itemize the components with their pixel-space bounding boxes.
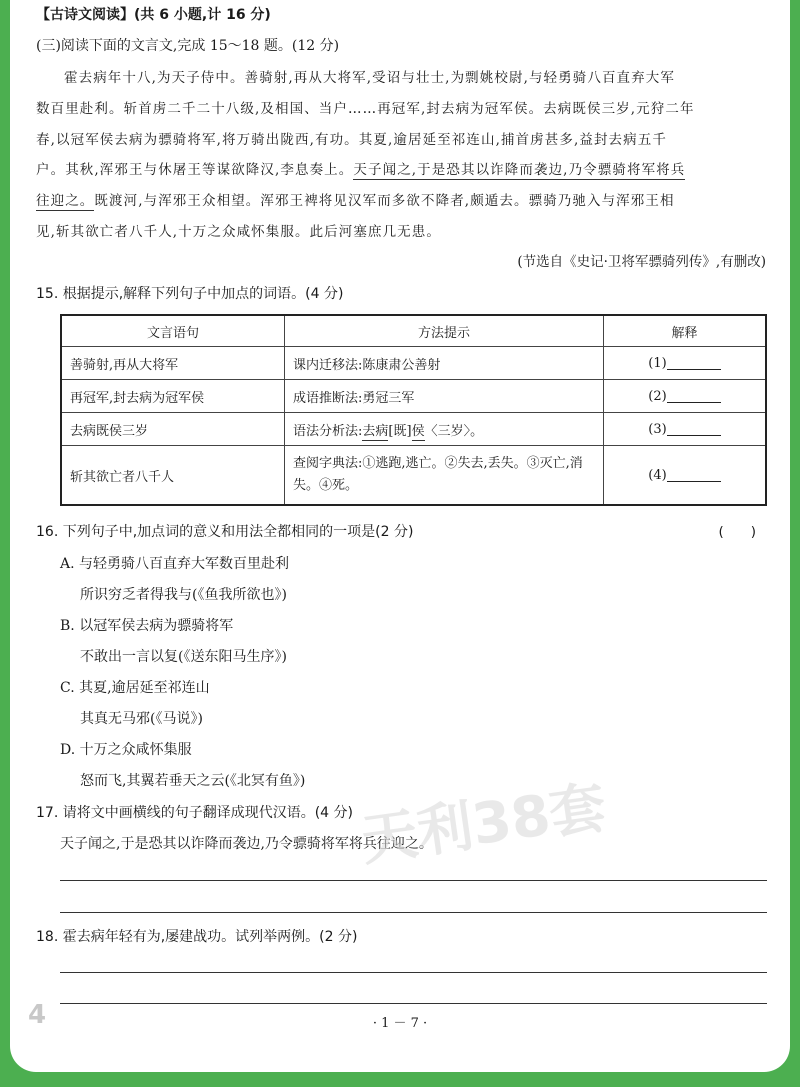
col-header-hint: 方法提示 xyxy=(285,315,604,347)
answer-number: (3) xyxy=(648,421,667,437)
answer-cell xyxy=(604,446,767,506)
passage-intro: (三)阅读下面的文言文,完成 15～18 题。(12 分) xyxy=(36,38,340,54)
row-hint: 成语推断法:勇冠三军 xyxy=(285,380,604,413)
answer-cell xyxy=(604,413,767,446)
option-d-line2: 怒而飞,其翼若垂天之云(《北冥有鱼》) xyxy=(80,773,306,789)
row-hint xyxy=(285,413,604,446)
col-header-sentence: 文言语句 xyxy=(61,315,285,347)
q16-answer-paren[interactable]: ( ) xyxy=(718,524,756,540)
hint-prefix: 语法分析法: xyxy=(293,423,363,439)
passage-line-6: 见,斩其欲亡者八千人,十万之众咸怀集服。此后河塞庶几无患。 xyxy=(36,224,441,240)
answer-line[interactable] xyxy=(60,880,767,881)
underlined-sentence-end: 往迎之。 xyxy=(36,193,95,209)
footer-page-indicator: · 1 － 7 · xyxy=(372,1016,428,1031)
q17-stem: 17. 请将文中画横线的句子翻译成现代汉语。(4 分) xyxy=(36,805,353,821)
option-b-line1: B. 以冠军侯去病为骠骑将军 xyxy=(60,618,234,634)
passage-line-2: 数百里赴利。斩首虏二千二十八级,及相国、当户……再冠军,封去病为冠军侯。去病既侯三岁,元狩二年 xyxy=(36,101,695,117)
q18-stem: 18. 霍去病年轻有为,屡建战功。试列举两例。(2 分) xyxy=(36,929,358,945)
passage-text: 既渡河,与浑邪王众相望。浑邪王裨将见汉军而多欲不降者,颇遁去。骠骑乃驰入与浑邪王相 xyxy=(94,193,675,209)
table-row xyxy=(61,413,766,446)
answer-number: (1) xyxy=(648,355,667,371)
exam-page xyxy=(10,0,790,1072)
q15-stem: 15. 根据提示,解释下列句子中加点的词语。(4 分) xyxy=(36,286,344,302)
passage-line-3: 春,以冠军侯去病为骠骑将军,将万骑出陇西,有功。其夏,逾居延至祁连山,捕首虏甚多,益封去病五千 xyxy=(36,132,667,148)
hint-predicate: 侯 xyxy=(411,423,425,439)
answer-blank[interactable] xyxy=(667,423,721,436)
table-row xyxy=(61,380,766,413)
section-title: 【古诗文阅读】(共 6 小题,计 16 分) xyxy=(36,7,271,23)
row-sentence: 善骑射,再从大将军 xyxy=(61,347,285,380)
q17-sentence: 天子闻之,于是恐其以诈降而袭边,乃令骠骑将军将兵往迎之。 xyxy=(60,836,433,852)
passage-line-1: 霍去病年十八,为天子侍中。善骑射,再从大将军,受诏与壮士,为剽姚校尉,与轻勇骑八百直弃大军 xyxy=(64,70,675,86)
answer-number: (4) xyxy=(648,467,667,483)
option-c-line1: C. 其夏,逾居延至祁连山 xyxy=(60,680,210,696)
row-hint: 课内迁移法:陈康肃公善射 xyxy=(285,347,604,380)
page-number: 4 xyxy=(28,1000,47,1030)
answer-line[interactable] xyxy=(60,912,767,913)
row-sentence: 再冠军,封去病为冠军侯 xyxy=(61,380,285,413)
q15-table xyxy=(60,314,767,506)
option-a-line1: A. 与轻勇骑八百直弃大军数百里赴利 xyxy=(60,556,290,572)
row-sentence: 斩其欲亡者八千人 xyxy=(61,446,285,506)
answer-cell xyxy=(604,380,767,413)
table-header-row xyxy=(61,315,766,347)
answer-number: (2) xyxy=(648,388,667,404)
table-row xyxy=(61,446,766,506)
answer-cell xyxy=(604,347,767,380)
hint-complement: 〈三岁〉。 xyxy=(424,423,484,439)
col-header-answer: 解释 xyxy=(604,315,767,347)
watermark: 天利38套 xyxy=(357,775,610,874)
underlined-sentence: 天子闻之,于是恐其以诈降而袭边,乃令骠骑将军将兵 xyxy=(353,162,686,178)
hint-adverbial: [既] xyxy=(388,423,412,439)
hint-subject: 去病 xyxy=(362,423,389,439)
answer-line[interactable] xyxy=(60,1003,767,1004)
option-b-line2: 不敢出一言以复(《送东阳马生序》) xyxy=(80,649,287,665)
option-c-line2: 其真无马邪(《马说》) xyxy=(80,711,203,727)
passage-line-4 xyxy=(36,158,685,178)
passage-line-5 xyxy=(36,189,675,209)
answer-blank[interactable] xyxy=(667,469,721,482)
table-row xyxy=(61,347,766,380)
row-sentence: 去病既侯三岁 xyxy=(61,413,285,446)
option-d-line1: D. 十万之众咸怀集服 xyxy=(60,742,192,758)
passage-source: (节选自《史记·卫将军骠骑列传》,有删改) xyxy=(517,254,766,270)
answer-blank[interactable] xyxy=(667,390,721,403)
option-a-line2: 所识穷乏者得我与(《鱼我所欲也》) xyxy=(80,587,287,603)
passage-text: 户。其秋,浑邪王与休屠王等谋欲降汉,李息奏上。 xyxy=(36,162,354,178)
row-hint: 查阅字典法:①逃跑,逃亡。②失去,丢失。③灭亡,消失。④死。 xyxy=(285,446,604,506)
q16-stem: 16. 下列句子中,加点词的意义和用法全都相同的一项是(2 分) xyxy=(36,524,414,540)
answer-blank[interactable] xyxy=(667,357,721,370)
answer-line[interactable] xyxy=(60,972,767,973)
